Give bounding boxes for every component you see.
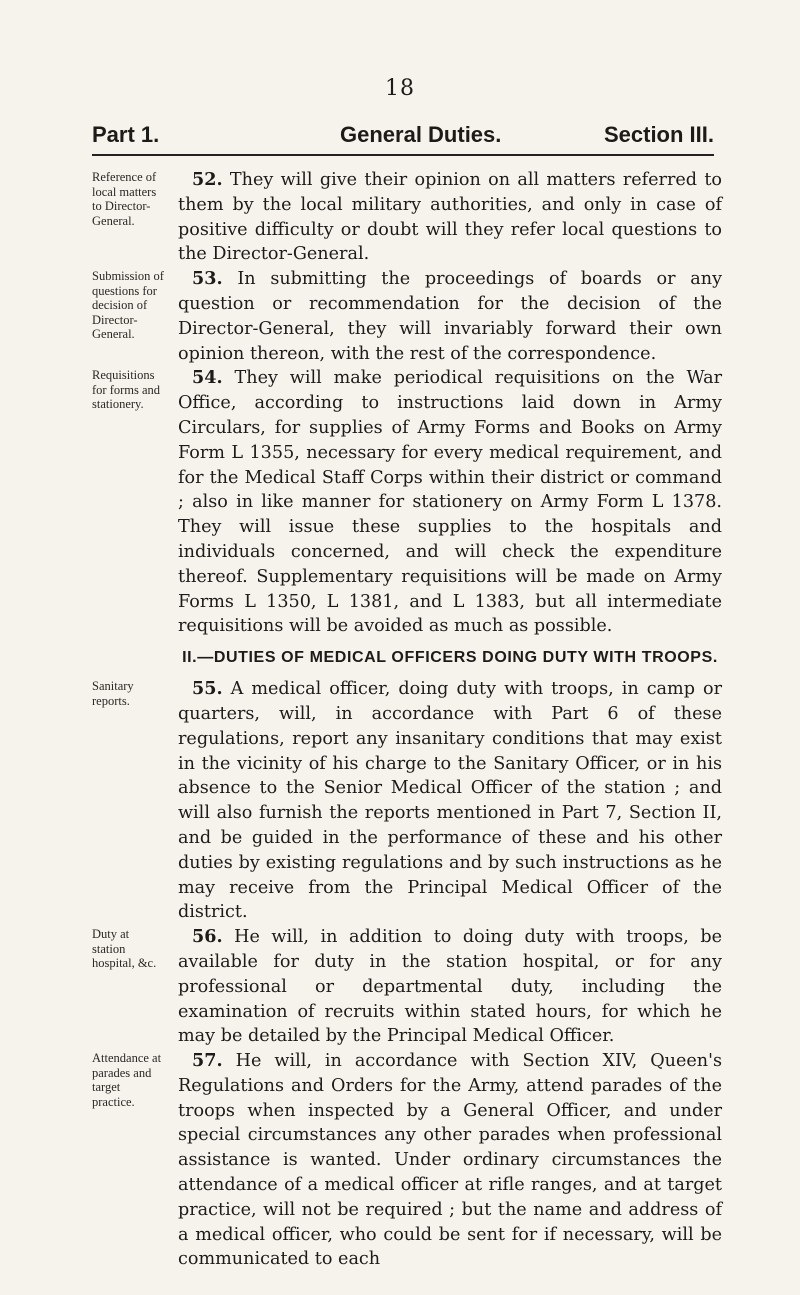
paragraph-54: [92, 366, 722, 639]
paragraph-57: [92, 1049, 722, 1272]
page-number: 18: [385, 76, 415, 101]
sidenote: Duty at station hospital, &c.: [92, 927, 157, 971]
running-head: [92, 122, 714, 156]
running-head-section: Section III.: [603, 122, 714, 147]
paragraph-text: [178, 925, 722, 1049]
sidenote: Sanitary reports.: [92, 679, 134, 708]
paragraph-55: [92, 677, 722, 925]
sidenote: Reference of local matters to Director-General.: [92, 170, 157, 228]
paragraph-number: 56.: [192, 926, 223, 948]
paragraph-56: [92, 925, 722, 1049]
section-heading: II.—DUTIES OF MEDICAL OFFICERS DOING DUTY WITH TROOPS.: [182, 649, 718, 667]
paragraph-text: [178, 1049, 722, 1272]
paragraph-number: 54.: [192, 367, 223, 389]
paragraph-body: They will make periodical requisitions on the War Office, according to instructions laid down in Army Circulars, for supplies of Army Forms and Books on Army Form L 1355, necessary for every medical requirement, and for the Medical Staff Corps within their district or command ; also in like manner for stationery on Army Form L 1378. They will issue these supplies to the hospitals and individuals concerned, and will check the expenditure thereof. Supplementary requisitions will be made on Army Forms L 1350, L 1381, and L 1383, but all intermediate requisitions will be avoided as much as possible.: [178, 368, 723, 637]
sidenote: Requisitions for forms and stationery.: [92, 368, 161, 412]
paragraph-body: They will give their opinion on all matters referred to them by the local military authorities, and only in case of positive difficulty or doubt will they refer local questions to the Director-General.: [178, 170, 723, 265]
running-head-title: General Duties.: [340, 122, 502, 147]
paragraph-body: A medical officer, doing duty with troops, in camp or quarters, will, in accordance with Part 6 of these regulations, report any insanitary conditions that may exist in the vicinity of his charge to the Sanitary Officer, or in his absence to the Senior Medical Officer of the station ; and will also furnish the reports mentioned in Part 7, Section II, and be guided in the performance of these and his other duties by existing regulations and by such instructions as he may receive from the Principal Medical Officer of the district.: [178, 679, 722, 923]
paragraph-text: [178, 267, 722, 366]
paragraph-number: 53.: [192, 268, 223, 290]
paragraph-text: [178, 168, 722, 267]
paragraph-number: 57.: [192, 1050, 223, 1072]
paragraph-body: He will, in addition to doing duty with troops, be available for duty in the station hospital, or for any professional or departmental duty, including the examination of recruits within stated hours, for which he may be detailed by the Principal Medical Officer.: [178, 927, 722, 1047]
running-head-part: Part 1.: [92, 122, 160, 147]
sidenote: Submission of questions for decision of Director-General.: [92, 269, 164, 342]
paragraph-body: He will, in accordance with Section XIV, Queen's Regulations and Orders for the Army, attend parades of the troops when inspected by a General Officer, and under special circumstances any other parades when professional assistance is wanted. Under ordinary circumstances the attendance of a medical officer at rifle ranges, and at target practice, will not be required ; but the name and address of a medical officer, who could be sent for if necessary, will be communicated to each: [178, 1051, 722, 1270]
paragraph-text: [178, 677, 722, 925]
paragraph-text: [178, 366, 722, 639]
paragraph-52: [92, 168, 722, 267]
paragraph-53: [92, 267, 722, 366]
sidenote: Attendance at parades and target practice.: [92, 1051, 162, 1109]
paragraph-number: 52.: [192, 169, 223, 190]
paragraph-number: 55.: [192, 678, 223, 700]
paragraph-body: In submitting the proceedings of boards or any question or recommendation for the decision of the Director-General, they will invariably forward their own opinion thereon, with the rest of the correspondence.: [178, 269, 723, 364]
page-body: [92, 168, 722, 1272]
